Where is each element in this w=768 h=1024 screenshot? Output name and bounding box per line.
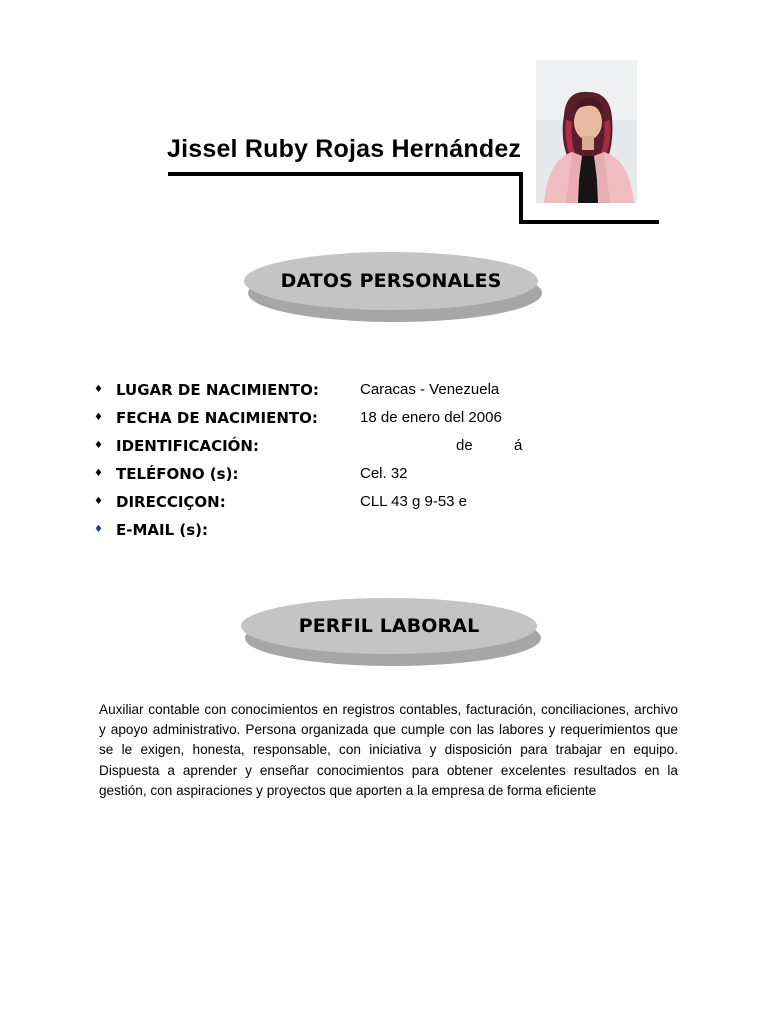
profile-paragraph: Auxiliar contable con conocimientos en registros contables, facturación, conciliaciones, archivo y apoyo administrativo. Persona organizada que cumple con las labores y requerimientos que se le exigen, honesta, responsable, con iniciativa y disposición para trabajar en equipo. Dispuesta a aprender y enseñar conocimientos para obtener excelentes resultados en la gestión, con aspiraciones y proyectos que aporten a la empresa de forma eficiente bbox=[99, 702, 678, 798]
section-header-face bbox=[244, 252, 538, 310]
list-item bbox=[94, 406, 654, 434]
diamond-bullet-icon: ♦ bbox=[94, 412, 103, 423]
field-label: LUGAR DE NACIMIENTO: bbox=[116, 381, 319, 399]
field-value: CLL 43 g 9-53 e bbox=[360, 493, 468, 510]
list-item bbox=[94, 518, 654, 546]
field-label: TELÉFONO (s): bbox=[116, 465, 239, 483]
field-value: 18 de enero del 2006 bbox=[360, 409, 502, 426]
diamond-bullet-icon: ♦ bbox=[94, 496, 103, 507]
section-title: PERFIL LABORAL bbox=[298, 615, 480, 637]
list-item bbox=[94, 434, 654, 462]
diamond-bullet-icon: ♦ bbox=[94, 384, 103, 395]
diamond-bullet-icon: ♦ bbox=[94, 440, 103, 451]
diamond-bullet-icon: ♦ bbox=[94, 524, 103, 535]
field-label: E-MAIL (s): bbox=[116, 521, 209, 539]
list-item bbox=[94, 490, 654, 518]
list-item bbox=[94, 462, 654, 490]
section-title: DATOS PERSONALES bbox=[280, 270, 502, 292]
personal-data-list bbox=[94, 378, 654, 546]
field-value: Cel. 32 bbox=[360, 465, 408, 482]
diamond-bullet-icon: ♦ bbox=[94, 468, 103, 479]
header-rule-bottom bbox=[519, 220, 659, 224]
header-rule-vertical bbox=[519, 172, 523, 224]
field-value: Caracas - Venezuela bbox=[360, 381, 500, 398]
profile-photo bbox=[536, 60, 637, 203]
header-rule-top bbox=[168, 172, 523, 176]
field-label: IDENTIFICACIÓN: bbox=[116, 437, 259, 455]
field-value-part: de bbox=[456, 437, 473, 454]
list-item bbox=[94, 378, 654, 406]
field-value-part: á bbox=[514, 437, 523, 454]
field-label: FECHA DE NACIMIENTO: bbox=[116, 409, 318, 427]
field-label: DIRECCIÇON: bbox=[116, 493, 226, 511]
section-header-face bbox=[241, 598, 537, 654]
candidate-name: Jissel Ruby Rojas Hernández bbox=[167, 135, 522, 163]
